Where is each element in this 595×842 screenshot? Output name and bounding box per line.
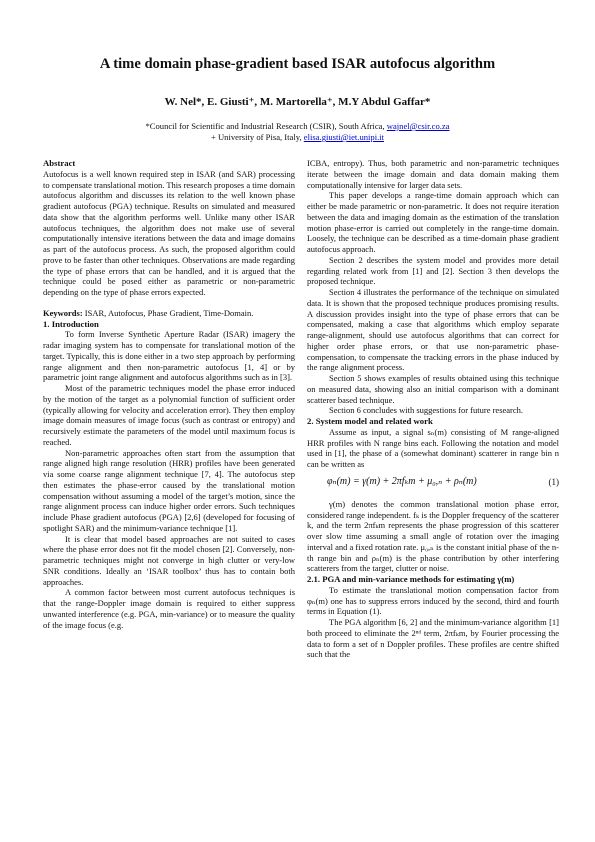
equation-1-expression: φₙ(m) = γ(m) + 2πfₖm + μ₀,ₙ + ρₙ(m) [327, 475, 477, 487]
affiliation-pisa-text: + University of Pisa, Italy, [210, 132, 304, 142]
paper-title: A time domain phase-gradient based ISAR autofocus algorithm [99, 56, 496, 72]
system-model-paragraph-2: γ(m) denotes the common translational motion phase error, considered range independent. fₖ is the Doppler frequency of the scatterer k, and the term 2πfₖm represents the phase progression of this scatterer over slow time assuming a small angle of rotation over the imaging interval and a fixed rotation rate. μ₀,ₙ is the constant initial phase of the n-th range bin and ρₙ(m) is the phase contribution by other interfering scatterers from the target, clutter or noise. [307, 498, 559, 574]
section21-heading: 2.1. PGA and min-variance methods for estimating γ(m) [307, 574, 515, 584]
affiliation-csir [0, 121, 595, 131]
email-link-pisa[interactable]: elisa.giusti@iet.unipi.it [303, 132, 385, 142]
keywords-line [43, 308, 295, 319]
intro-paragraph-8: Section 4 illustrates the performance of the technique on simulated data. It is shown that the proposed technique produces promising results. A discussion provides insight into the type of phase errors that can be compensated, making a case that algorithms which employ separate range-alignment, should use autofocus algorithms that can correct for higher order phase errors, or that use non-parametric phase-compensation, to compensate the tracking errors in the phase induced by the range alignment process. [307, 287, 559, 373]
author-list: W. Nel*, E. Giusti⁺, M. Martorella⁺, M.Y Abdul Gaffar* [164, 96, 431, 108]
intro-paragraph-9: Section 5 shows examples of results obtained using this technique on measured data, showing also an initial comparison with a dominant scatterer based technique. [307, 373, 559, 405]
intro-paragraph-6: This paper develops a range-time domain approach which can either be made parametric or non-parametric. It does not require iteration between the data and imaging domain as the estimation of the translation motion phase-error is carried out completely in the range-time domain. Loosely, the technique can be described as a time-domain phase gradient autofocus approach. [307, 190, 559, 254]
abstract-heading: Abstract [43, 158, 76, 168]
affiliation-csir-text: *Council for Scientific and Industrial Research (CSIR), South Africa, [145, 121, 387, 131]
system-model-paragraph-1: Assume as input, a signal sₙ(m) consisting of M range-aligned HRR profiles with N range bins each. Following the notation and model used in [1], the phase of a (somewhat dominant) scatterer in range bin n can be written as [307, 426, 559, 469]
keywords-text: ISAR, Autofocus, Phase Gradient, Time-Domain. [82, 307, 254, 318]
intro-paragraph-5: A common factor between most current autofocus techniques is that the range-Doppler image domain is required to either suppress unwanted interference (e.g. PGA, min-variance) or to measure the quality of the image focus (e.g. [43, 587, 295, 630]
equation-1-number: (1) [548, 476, 559, 487]
intro-paragraph-5-continued: ICBA, entropy). Thus, both parametric and non-parametric techniques iterate between the image domain and data domain making them computationally intensive for larger data sets. [307, 158, 559, 190]
pga-paragraph-1: To estimate the translational motion compensation factor from φₙ(m) one has to suppress errors induced by the second, third and fourth terms in Equation (1). [307, 584, 559, 617]
abstract-text: Autofocus is a well known required step in ISAR (and SAR) processing to compensate translational motion. This research proposes a time domain autofocus algorithm and discusses its relation to the well known phase gradient autofocus (PGA) technique. Results on simulated and measured data show that the algorithm performs well. Unlike many other ISAR autofocus techniques, the algorithm does not make use of several computationally intensive iterations between the data and image domains as part of the autofocus process. As such, the proposed algorithm could prove to be faster than other techniques. Observations are made regarding the type of phase errors that can be handled, and it is argued that the technique could be posed either as parametric or non-parametric depending on the type of phase errors expected. [43, 168, 295, 297]
affiliation-pisa [0, 132, 595, 142]
section1-heading: 1. Introduction [43, 318, 99, 329]
intro-paragraph-1: To form Inverse Synthetic Aperture Radar (ISAR) imagery the radar imaging system has to compensate for translational motion of the target. Typically, this is done either in a two step approach by performing range alignment and then non-parametric autofocus [1, 4] or by parametric joint range alignment and autofocus algorithms such as in [3]. [43, 329, 295, 383]
intro-paragraph-7: Section 2 describes the system model and provides more detail regarding related work from [1] and [2]. Section 3 then develops the proposed technique. [307, 254, 559, 287]
intro-paragraph-2: Most of the parametric techniques model the phase error induced by the motion of the target as a polynomial function of sufficient order (typically allowing for velocity and acceleration error). They then employ image domain measures of image focus (such as contrast or entropy) and recursively estimate the parameters of the model until maximum focus is reached. [43, 383, 295, 447]
equation-1 [307, 474, 559, 496]
right-column [307, 158, 559, 660]
section2-heading: 2. System model and related work [307, 416, 433, 426]
email-link-csir[interactable]: wajnel@csir.co.za [386, 121, 450, 131]
intro-paragraph-10: Section 6 concludes with suggestions for future research. [329, 405, 524, 416]
left-column [43, 158, 295, 630]
pga-paragraph-2: The PGA algorithm [6, 2] and the minimum-variance algorithm [1] both proceed to eliminate the 2ⁿᵈ term, 2πfₖm, by Fourier processing the data to form a set of n Doppler profiles. These profiles are centre shifted such that the [307, 617, 559, 660]
intro-paragraph-4: It is clear that model based approaches are not suited to cases where the phase error does not fit the model chosen [2]. Conversely, non-parametric techniques might not converge in high clutter or very-low SNR conditions. Ideally an ‘ISAR toolbox’ thus has to contain both approaches. [43, 533, 295, 587]
intro-paragraph-3: Non-parametric approaches often start from the assumption that range aligned high range resolution (HRR) profiles have been generated via some coarse range alignment technique [7, 4]. The autofocus step then estimates the phase-error caused by the translational motion compensation without assuming a model of the target’s motion, since the range alignment process can induce higher order errors. Such techniques include Phase gradient autofocus (PGA) [2,6] (developed for focusing of spotlight SAR) and the minimum-variance technique [1]. [43, 447, 295, 533]
keywords-label: Keywords: [43, 307, 83, 318]
